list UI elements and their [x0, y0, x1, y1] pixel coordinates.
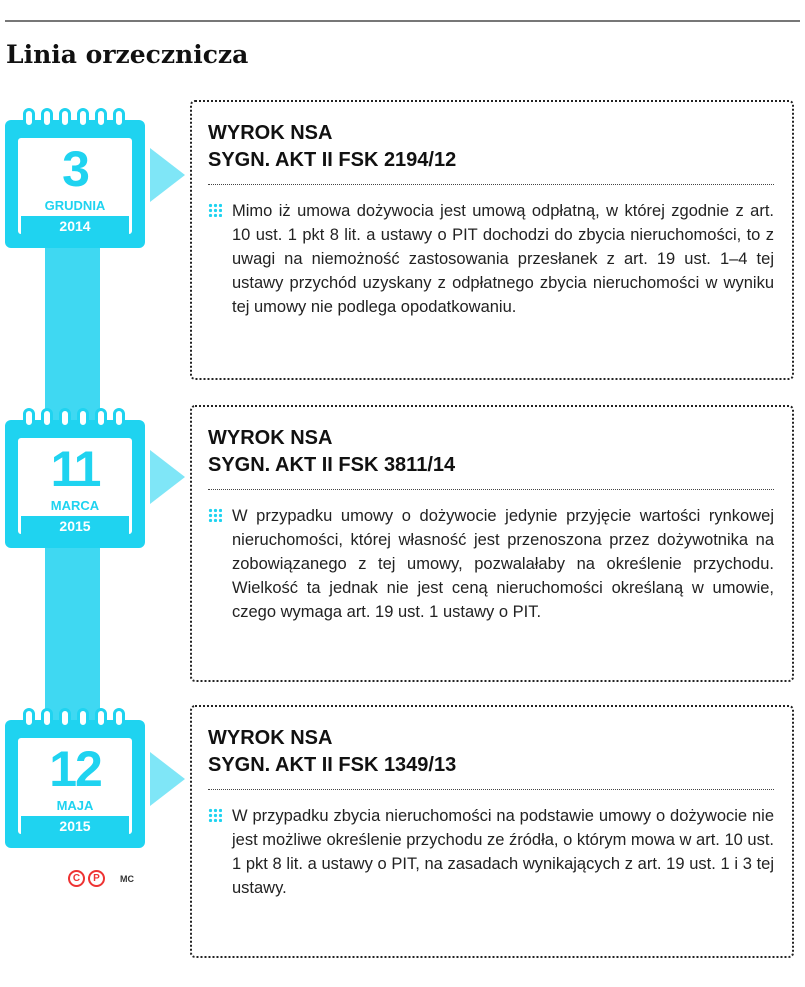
- arrow-icon: [150, 752, 185, 806]
- ruling-text: Mimo iż umowa dożywocia jest umową odpłatną, w której zgodnie z art. 10 ust. 1 pkt 8 lit. a ustawy o PIT dochodzi do zbycia nieruchomości, to z uwagi na niemożność zastosowania przesłanek z art. 19 ust. 1–4 tej ustawy przychód uzyskany z odpłatnego zbycia nieruchomości w wyniku tej umowy nie podlega opodatkowaniu.: [232, 202, 774, 316]
- calendar-year: 2015: [21, 516, 129, 536]
- calendar-month: MARCA: [50, 498, 100, 513]
- ruling-case-number: SYGN. AKT II FSK 1349/13: [208, 754, 457, 776]
- ruling-card: [190, 705, 794, 958]
- ruling-heading: WYROK NSA: [208, 122, 333, 144]
- copyright-credits: [68, 870, 134, 887]
- timeline-connector: [45, 540, 100, 720]
- bullet-grid-icon: [208, 203, 222, 217]
- bullet-grid-icon: [208, 508, 222, 522]
- calendar-month: MAJA: [56, 798, 94, 813]
- calendar-icon: [5, 108, 145, 248]
- calendar-month: GRUDNIA: [44, 198, 106, 213]
- ruling-card: [190, 100, 794, 380]
- ruling-heading: WYROK NSA: [208, 427, 333, 449]
- ruling-heading: WYROK NSA: [208, 727, 333, 749]
- ruling-text: W przypadku umowy o dożywocie jedynie przyjęcie wartości rynkowej nieruchomości, której własność jest przenoszona przez dożywotnika na zobowiązanego z tej umowy, pozwalałaby na określenie przychodu. Wielkość ta jednak nie jest ceną nieruchomości określaną w umowie, czego wymaga art. 19 ust. 1 ustawy o PIT.: [232, 507, 774, 621]
- arrow-icon: [150, 450, 185, 504]
- timeline-connector: [45, 240, 100, 420]
- calendar-year: 2015: [21, 816, 129, 836]
- calendar-icon: [5, 708, 145, 848]
- calendar-year: 2014: [21, 216, 129, 236]
- calendar-day: 11: [50, 441, 100, 497]
- ruling-text: W przypadku zbycia nieruchomości na podstawie umowy o dożywocie nie jest możliwe określenie przychodu ze źródła, o którym mowa w art. 10 ust. 1 pkt 8 lit. a ustawy o PIT, na zasadach wynikających z art. 19 ust. 1 i 3 tej ustawy.: [232, 807, 774, 897]
- calendar-day: 3: [62, 141, 88, 197]
- publisher-icon: P: [88, 870, 105, 887]
- top-divider: [5, 20, 800, 22]
- author-initials: MC: [120, 873, 134, 884]
- copyright-icon: C: [68, 870, 85, 887]
- calendar-icon: [5, 408, 145, 548]
- calendar-day: 12: [49, 741, 101, 797]
- ruling-case-number: SYGN. AKT II FSK 3811/14: [208, 454, 456, 476]
- page-title: Linia orzecznicza: [6, 40, 249, 69]
- ruling-case-number: SYGN. AKT II FSK 2194/12: [208, 149, 457, 171]
- arrow-icon: [150, 148, 185, 202]
- bullet-grid-icon: [208, 808, 222, 822]
- ruling-card: [190, 405, 794, 682]
